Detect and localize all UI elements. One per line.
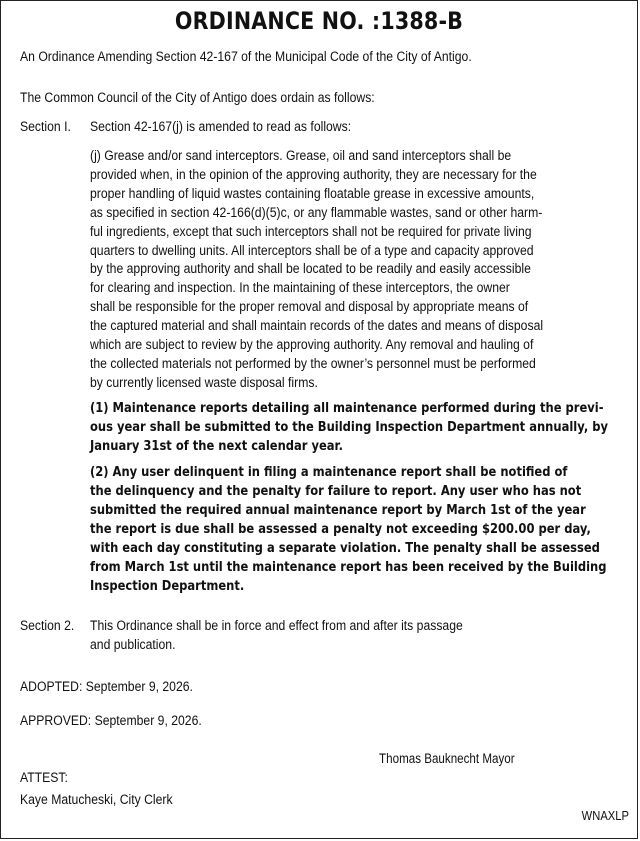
body-line: by currently licensed waste disposal firms.: [90, 374, 318, 391]
body-line: for clearing and inspection. In the maintaining of these interceptors, the owner: [90, 280, 510, 297]
item2-line: the report is due shall be assessed a penalty not exceeding $200.00 per day,: [90, 522, 591, 537]
section1-label: Section I.: [20, 119, 71, 135]
city-clerk: Kaye Matucheski, City Clerk: [20, 792, 173, 808]
mayor-signature: Thomas Bauknecht Mayor: [379, 751, 515, 766]
item2-line: Inspection Department.: [90, 579, 245, 594]
item2-line: (2) Any user delinquent in filing a maintenance report shall be notified of: [90, 465, 568, 480]
body-line: quarters to dwelling units. All interceptors shall be of a type and capacity approved: [90, 242, 534, 259]
section2-line: and publication.: [90, 636, 176, 653]
item1-line: (1) Maintenance reports detailing all maintenance performed during the previ-: [90, 401, 604, 416]
section2-body: [90, 617, 563, 655]
body-line: which are subject to review by the approving authority. Any removal and hauling of: [90, 337, 534, 354]
item2-line: submitted the required annual maintenance report by March 1st of the year: [90, 503, 586, 518]
adopted-date: ADOPTED: September 9, 2026.: [20, 679, 193, 695]
publication-code: WNAXLP: [581, 808, 629, 823]
attest-label: ATTEST:: [20, 770, 68, 786]
section2-line: This Ordinance shall be in force and effect from and after its passage: [90, 618, 463, 634]
item1-line: ous year shall be submitted to the Building Inspection Department annually, by: [90, 420, 608, 435]
body-line: the captured material and shall maintain records of the dates and means of disposal: [90, 318, 544, 335]
ordinance-subtitle: An Ordinance Amending Section 42-167 of the Municipal Code of the City of Antigo.: [20, 49, 472, 65]
item2-line: from March 1st until the maintenance report has been received by the Building: [90, 560, 607, 575]
body-line: ful ingredients, except that such interceptors shall not be required for private living: [90, 223, 532, 240]
maintenance-item-2: [90, 463, 607, 596]
body-line: proper handling of liquid wastes containing floatable grease in excessive amounts,: [90, 185, 535, 202]
item2-line: the delinquency and the penalty for failure to report. Any user who has not: [90, 484, 582, 499]
item1-line: January 31st of the next calendar year.: [90, 439, 343, 454]
body-line: by the approving authority and shall be located to be readily and easily accessible: [90, 261, 531, 278]
body-line: provided when, in the opinion of the approving authority, they are necessary for the: [90, 166, 537, 183]
section1-body: [90, 147, 563, 393]
item2-line: with each day constituting a separate violation. The penalty shall be assessed: [90, 541, 600, 556]
section2-label: Section 2.: [20, 618, 75, 634]
body-line: shall be responsible for the proper removal and disposal by appropriate means of: [90, 299, 529, 316]
approved-date: APPROVED: September 9, 2026.: [20, 713, 202, 729]
body-line: (j) Grease and/or sand interceptors. Grease, oil and sand interceptors shall be: [90, 148, 512, 164]
body-line: the collected materials not performed by the owner’s personnel must be performed: [90, 355, 536, 372]
intro-text: The Common Council of the City of Antigo does ordain as follows:: [20, 90, 375, 106]
ordinance-title: ORDINANCE NO. :1388-B: [174, 7, 464, 35]
maintenance-item-1: [90, 399, 608, 456]
body-line: as specified in section 42-166(d)(5)c, or any flammable wastes, sand or other harm-: [90, 204, 543, 221]
section1-heading: Section 42-167(j) is amended to read as follows:: [90, 119, 352, 135]
